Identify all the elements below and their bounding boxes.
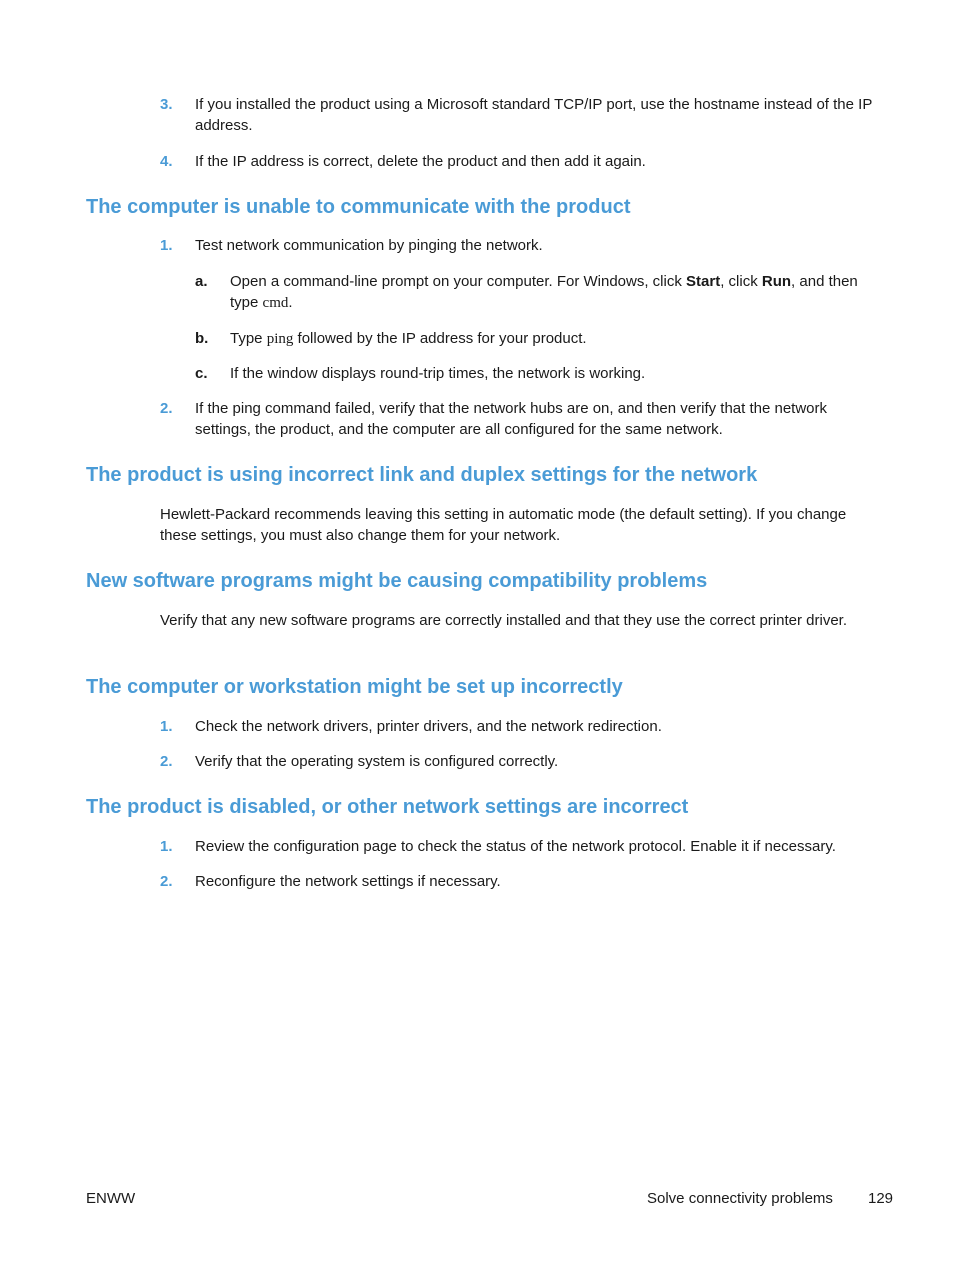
sub-item-label: b.: [195, 330, 209, 347]
sub-item-label: a.: [195, 273, 208, 290]
list-number: 3.: [160, 96, 173, 113]
list-number: 1.: [160, 237, 173, 254]
list-item-text: Review the configuration page to check the status of the network protocol. Enable it if necessary.: [195, 838, 836, 855]
sub-item-label: c.: [195, 365, 208, 382]
page-number: 129: [868, 1190, 894, 1207]
list-number: 1.: [160, 838, 173, 855]
list-number: 4.: [160, 153, 173, 170]
list-item-text: If the IP address is correct, delete the product and then add it again.: [195, 153, 646, 170]
sub-item-text: Open a command-line prompt on your computer. For Windows, click Start, click Run, and then type cmd.: [230, 273, 858, 311]
footer-label: ENWW: [86, 1190, 136, 1207]
section-paragraph: Hewlett-Packard recommends leaving this setting in automatic mode (the default setting). If you change these settings, you must also change them for your network.: [160, 506, 847, 544]
list-number: 2.: [160, 873, 173, 890]
list-item-text: If you installed the product using a Microsoft standard TCP/IP port, use the hostname instead of the IP address.: [195, 96, 873, 134]
section-heading-workstation: The computer or workstation might be set up incorrectly: [86, 676, 623, 698]
section-heading-disabled: The product is disabled, or other network settings are incorrect: [86, 796, 689, 818]
list-item-text: Test network communication by pinging the network.: [195, 237, 543, 254]
list-item-text: If the ping command failed, verify that the network hubs are on, and then verify that the network settings, the product, and the computer are all configured for the same network.: [195, 400, 828, 438]
footer-section-title: Solve connectivity problems: [647, 1190, 833, 1207]
list-number: 1.: [160, 718, 173, 735]
sub-item-text: If the window displays round-trip times, the network is working.: [230, 365, 646, 382]
list-item-text: Check the network drivers, printer drivers, and the network redirection.: [195, 718, 662, 735]
section-heading-duplex: The product is using incorrect link and duplex settings for the network: [86, 464, 758, 486]
section-heading-software: New software programs might be causing compatibility problems: [86, 570, 708, 592]
section-paragraph: Verify that any new software programs are correctly installed and that they use the correct printer driver.: [160, 612, 847, 629]
section-heading-communicate: The computer is unable to communicate with the product: [86, 196, 631, 218]
list-number: 2.: [160, 753, 173, 770]
list-item-text: Reconfigure the network settings if necessary.: [195, 873, 501, 890]
list-number: 2.: [160, 400, 173, 417]
sub-item-text: Type ping followed by the IP address for your product.: [230, 330, 587, 347]
list-item-text: Verify that the operating system is configured correctly.: [195, 753, 559, 770]
